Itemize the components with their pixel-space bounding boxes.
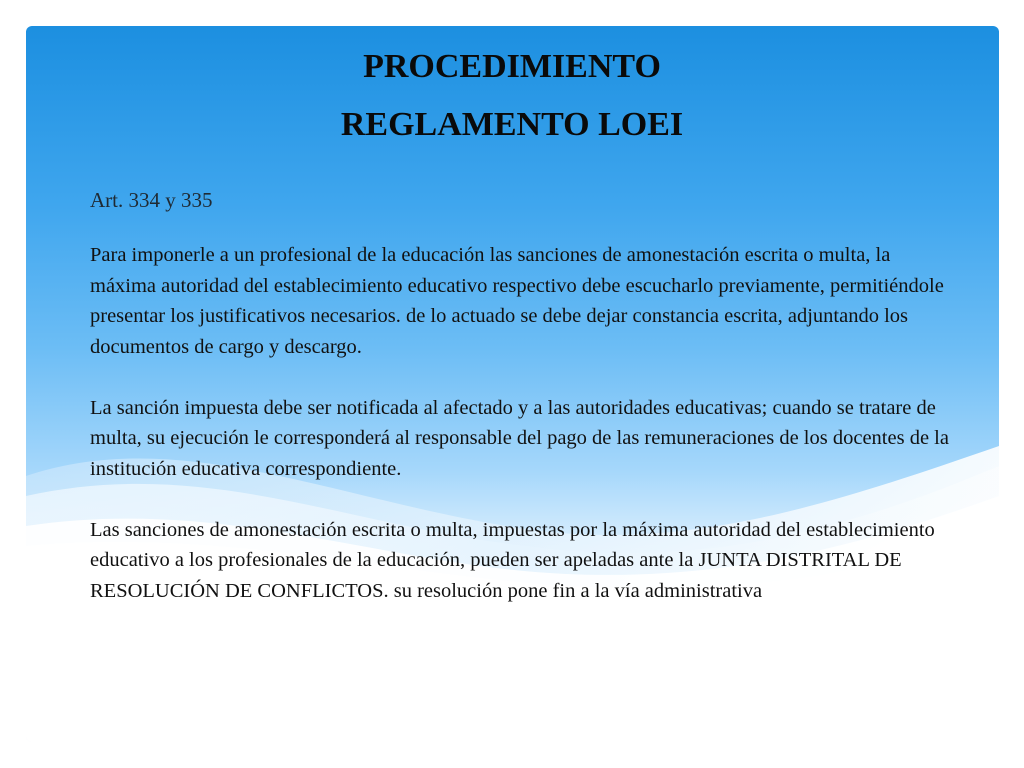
paragraph-3-start: Las sanciones de amonestación escrita o multa, impuestas por la máxima autoridad del establecimiento educativo a los profesionales de la educación, pueden ser apeladas ante la: [90, 518, 935, 571]
article-reference: Art. 334 y 335: [90, 188, 213, 212]
paragraph-1: Para imponerle a un profesional de la educación las sanciones de amonestación escrita o multa, la máxima autoridad del establecimiento educativo respectivo debe escucharlo previamente, permitiéndole presentar los justificativos necesarios. de lo actuado se debe dejar constancia escrita, adjuntando los documentos de cargo y descargo.: [90, 244, 944, 358]
paragraph-3: [90, 515, 950, 607]
paragraph-3-emphasis: JUNTA DISTRITAL DE RESOLUCIÓN DE CONFLICTOS: [90, 549, 902, 602]
slide-body: [90, 240, 950, 637]
paragraph-3-end: . su resolución pone fin a la vía administrativa: [383, 579, 763, 602]
paragraph-2: La sanción impuesta debe ser notificada al afectado y a las autoridades educativas; cuando se tratare de multa, su ejecución le corresponderá al responsable del pago de las remuneraciones de los docentes de la institución educativa correspondiente.: [90, 396, 949, 480]
slide-title-line-1: PROCEDIMIENTO: [363, 48, 661, 85]
slide-title-line-2: REGLAMENTO LOEI: [340, 106, 684, 143]
